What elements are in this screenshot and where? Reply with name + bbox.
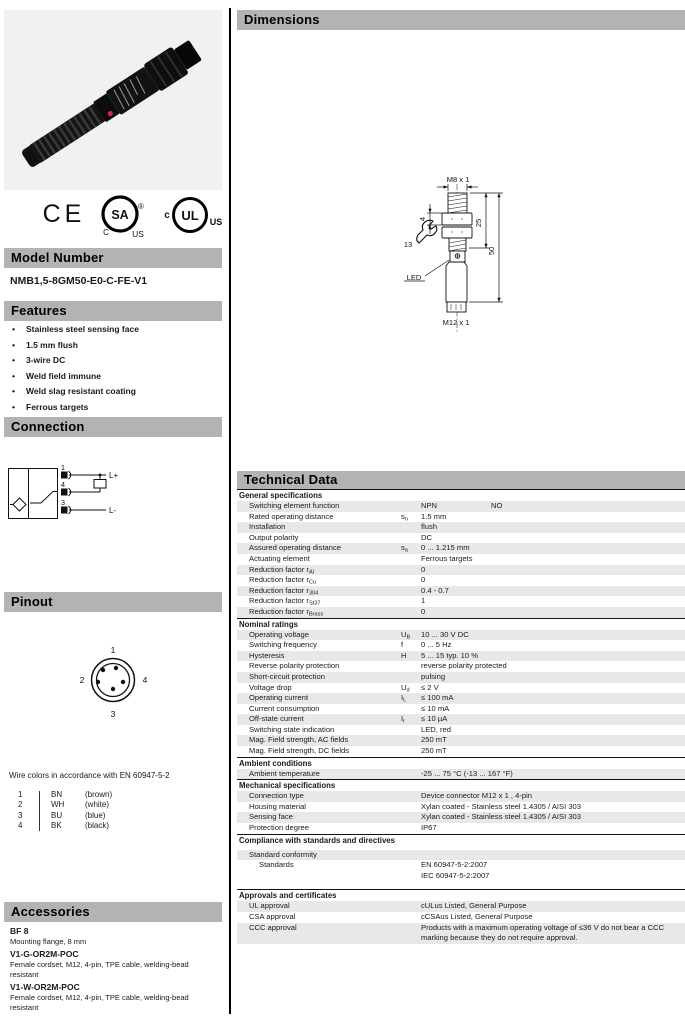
wrench-icon [417,220,437,243]
spec-value-2: NO [491,501,503,510]
bullet-icon: • [12,401,15,412]
spec-label: Reduction factor $r_{304}$ [249,585,319,597]
spec-symbol [401,850,421,861]
spec-symbol [401,704,421,715]
feature-text: Weld field immune [26,370,101,381]
technical-data-header: Technical Data [237,471,685,489]
spec-symbol [401,533,421,544]
feature-text: Weld slag resistant coating [26,386,136,397]
led-label: LED [406,273,422,282]
spec-value: pulsing [421,671,446,681]
spec-value: ≤ 100 mA [421,693,454,703]
spec-row [237,693,685,704]
spec-label: Sensing face [249,812,293,822]
spec-section-header: Nominal ratings [237,618,685,630]
spec-symbol [401,802,421,813]
spec-label: Reduction factor $r_{Brass}$ [249,606,324,618]
spec-row [237,501,685,512]
spec-row [237,661,685,672]
spec-row [237,923,685,944]
spec-section-header: Mechanical specifications [237,779,685,791]
spec-label: Switching frequency [249,640,317,650]
spec-row [237,912,685,923]
accessory-description: Mounting flange, 8 mm [10,937,87,946]
spec-section-header: General specifications [237,489,685,501]
dim-m8-label: M8 x 1 [446,175,470,184]
spec-value: 0 ... 5 Hz [421,640,452,650]
wire-colors-note: Wire colors in accordance with EN 60947-5-2 [9,771,170,780]
bullet-icon: • [12,324,15,334]
spec-value: cULus Listed, General Purpose [421,901,527,911]
spec-section-header: Approvals and certificates [237,889,685,901]
spec-label: Switching state indication [249,724,335,734]
spec-symbol [401,812,421,823]
ul-mark-icon [164,199,222,232]
spec-label: Operating current [249,693,309,703]
spec-row [237,769,685,780]
spec-value [421,850,685,861]
spec-row [237,901,685,912]
spec-symbol [401,912,421,923]
spec-value: Xylan coated - Stainless steel 1.4305 / AISI 303 [421,801,581,811]
technical-data-table [237,489,685,944]
spec-symbol: f [401,640,404,650]
spec-value: Xylan coated - Stainless steel 1.4305 / AISI 303 [421,812,581,822]
spec-value: 0.4 - 0.7 [421,585,449,595]
model-number-value: NMB1,5-8GM50-E0-C-FE-V1 [10,275,148,287]
spec-value: 0 ... 1.215 mm [421,543,470,553]
spec-symbol [401,860,421,881]
spec-row [237,672,685,683]
spec-value: -25 ... 75 °C (-13 ... 167 °F) [421,768,513,778]
spec-symbol [401,672,421,683]
wire-color-name: (brown) [85,790,113,799]
certification-logos [10,190,225,242]
spec-section-header: Ambient conditions [237,757,685,769]
accessory-name: V1-G-OR2M-POC [10,949,79,959]
spec-row [237,791,685,802]
spec-label: UL approval [249,901,290,911]
spec-label: Voltage drop [249,682,292,692]
spec-symbol [401,735,421,746]
accessories-header: Accessories [4,902,222,922]
wire-table-divider [39,791,40,831]
spec-label: Mag. Field strength, AC fields [249,735,349,745]
spec-label: Hysteresis [249,650,285,660]
spec-row [237,850,685,861]
spec-label: Actuating element [249,553,310,563]
feature-item [12,338,220,354]
connection-header: Connection [4,417,222,437]
spec-value-line: EN 60947-5-2:2007 [421,860,488,870]
inductive-sensor-symbol [13,498,26,511]
spec-label: Reduction factor $r_{St37}$ [249,596,321,607]
spec-row [237,522,685,533]
spec-symbol [401,501,421,512]
spec-row [237,823,685,834]
spec-value: Ferrous targets [421,553,473,563]
svg-text:SA: SA [111,208,129,222]
spec-row [237,860,685,881]
spec-row [237,554,685,565]
bullet-icon: • [12,339,15,350]
csa-mark-icon [103,197,144,239]
connection-diagram [8,456,140,526]
bullet-icon: • [12,386,15,397]
spec-value: 0 [421,606,426,616]
wire-code: BK [51,821,62,831]
pinout-pin3: 3 [110,709,116,719]
spec-value: 5 ... 15 typ. 10 % [421,650,478,660]
spec-row [237,735,685,746]
spec-symbol [401,554,421,565]
spec-gap [237,881,685,889]
spec-row [237,746,685,757]
spec-symbol: $U_d$ [401,682,410,693]
spec-value: flush [421,522,438,532]
wire-pin: 1 [18,790,23,799]
spec-value: 0 [421,575,426,585]
spec-value: reverse polarity protected [421,661,507,671]
spec-row [237,607,685,618]
spec-value: Products with a maximum operating voltage of ≤36 V do not bear a CCC marking because they do not require approval. [421,922,665,943]
spec-row [237,543,685,554]
sensor-photo-illustration [4,10,222,190]
pin3-label: 3 [60,498,66,507]
spec-label: Reduction factor $r_{Cu}$ [249,575,317,586]
bullet-icon: • [12,370,15,381]
features-list [12,322,220,416]
spec-row [237,596,685,607]
spec-symbol [401,575,421,586]
load-symbol [94,480,106,489]
wire-code: BN [51,790,63,799]
pin1-label: 1 [60,463,66,472]
dim-13-label: 13 [403,240,413,249]
spec-row [237,586,685,597]
spec-value: ≤ 10 µA [421,714,448,724]
spec-label: Assured operating distance [249,543,342,553]
wire-color-name: (black) [85,821,110,831]
feature-item [12,384,220,400]
spec-label: Current consumption [249,703,320,713]
product-photo [4,10,222,190]
spec-label: Protection degree [249,823,309,833]
spec-symbol [401,586,421,597]
pinout-pin4: 4 [142,675,148,685]
pinout-pin2: 2 [79,675,85,685]
pinout-diagram [58,638,168,726]
spec-row [237,640,685,651]
spec-label: Standards [259,860,294,870]
spec-value: 250 mT [421,735,447,745]
spec-label: Housing material [249,801,306,811]
spec-symbol: $U_B$ [401,629,411,641]
dim-25-label: 25 [474,218,483,228]
svg-text:US: US [132,229,144,239]
wire-color-table [8,790,218,832]
spec-symbol [401,725,421,736]
svg-text:c: c [164,210,170,221]
pin4-label: 4 [60,480,66,489]
wire-code: WH [51,800,65,810]
spec-value: cCSAus Listed, General Purpose [421,912,533,921]
svg-text:®: ® [138,202,144,211]
dim-4-label: 4 [418,216,427,222]
accessory-name: BF 8 [10,926,29,936]
feature-item [12,369,220,385]
spec-label: Operating voltage [249,629,309,639]
svg-text:UL: UL [181,208,199,223]
spec-value: 1.5 mm [421,511,447,521]
feature-text: 1.5 mm flush [26,339,78,350]
spec-symbol [401,746,421,757]
spec-label: Reduction factor $r_{Al}$ [249,564,314,576]
spec-symbol [401,661,421,672]
pinout-header: Pinout [4,592,222,612]
feature-text: Stainless steel sensing face [26,324,139,334]
spec-value: 10 ... 30 V DC [421,629,469,639]
svg-text:US: US [209,217,223,227]
spec-value [421,860,685,881]
spec-section-header: Compliance with standards and directives [237,834,685,846]
spec-row [237,704,685,715]
spec-label: Output polarity [249,532,299,542]
spec-label: Off-state current [249,714,304,724]
spec-label: Standard conformity [249,849,317,859]
wire-code: BU [51,810,63,820]
model-number-header: Model Number [4,248,222,268]
bullet-icon: • [12,355,15,366]
spec-value: NPN NO [421,501,503,510]
spec-symbol [401,607,421,618]
spec-row [237,725,685,736]
wire-pin: 2 [18,800,23,810]
feature-item [12,353,220,369]
column-divider [229,8,231,1014]
features-header: Features [4,301,222,321]
spec-label: Rated operating distance [249,511,334,521]
wire-color-name: (white) [85,800,110,810]
feature-item [12,322,220,338]
spec-value: ≤ 10 mA [421,703,450,713]
feature-text: 3-wire DC [26,355,66,366]
switch-symbol [30,492,57,504]
ce-mark-icon: CE [42,200,86,228]
dimensions-header: Dimensions [237,10,685,30]
spec-label: Mag. Field strength, DC fields [249,746,350,756]
spec-row [237,512,685,523]
accessory-description: Female cordset, M12, 4-pin, TPE cable, welding-bead resistant [10,960,189,979]
spec-symbol [401,596,421,607]
spec-label: Switching element function [249,501,340,510]
spec-value: 0 [421,564,426,574]
wire-pin: 3 [18,810,23,820]
spec-symbol [401,791,421,802]
spec-label: Connection type [249,791,304,801]
spec-row [237,683,685,694]
spec-value: ≤ 2 V [421,682,439,692]
dim-50-label: 50 [487,246,496,256]
lplus-label: L+ [109,471,119,480]
spec-symbol: $I_L$ [401,693,407,704]
spec-label: Short-circuit protection [249,671,325,681]
dim-m12-label: M12 x 1 [442,318,470,327]
spec-label: Installation [249,522,286,532]
spec-label: Reverse polarity protection [249,661,340,671]
feature-item [12,400,220,416]
svg-text:C: C [103,228,109,237]
feature-text: Ferrous targets [26,401,89,412]
wire-pin: 4 [18,821,23,831]
dimension-drawing [393,168,528,333]
spec-symbol: H [401,650,407,660]
spec-symbol [401,923,421,944]
spec-label: CSA approval [249,912,296,921]
spec-label: Ambient temperature [249,768,320,778]
spec-value: IP67 [421,823,437,833]
accessories-list [10,924,218,1013]
spec-row [237,802,685,813]
spec-row [237,812,685,823]
spec-symbol [401,769,421,780]
spec-row [237,565,685,576]
spec-value-line: IEC 60947-5-2:2007 [421,870,490,880]
spec-value: DC [421,532,432,542]
spec-symbol: $I_r$ [401,714,405,725]
spec-label: CCC approval [249,922,297,932]
accessory-name: V1-W-OR2M-POC [10,982,80,992]
spec-row [237,630,685,641]
lminus-label: L- [109,506,117,515]
spec-symbol [401,901,421,912]
spec-row [237,714,685,725]
spec-row [237,533,685,544]
spec-value: LED, red [421,724,451,734]
spec-symbol [401,522,421,533]
spec-row [237,651,685,662]
accessory-description: Female cordset, M12, 4-pin, TPE cable, welding-bead resistant [10,993,189,1012]
spec-symbol: $s_a$ [401,543,408,554]
spec-value: 250 mT [421,746,447,756]
spec-row [237,575,685,586]
spec-symbol: $s_n$ [401,511,408,523]
spec-value: Device connector M12 x 1 , 4-pin [421,791,533,801]
pinout-pin1: 1 [110,645,116,655]
spec-symbol [401,565,421,576]
spec-symbol [401,823,421,834]
spec-value: 1 [421,596,426,606]
junction-dot [99,474,102,477]
wire-color-name: (blue) [85,810,106,820]
